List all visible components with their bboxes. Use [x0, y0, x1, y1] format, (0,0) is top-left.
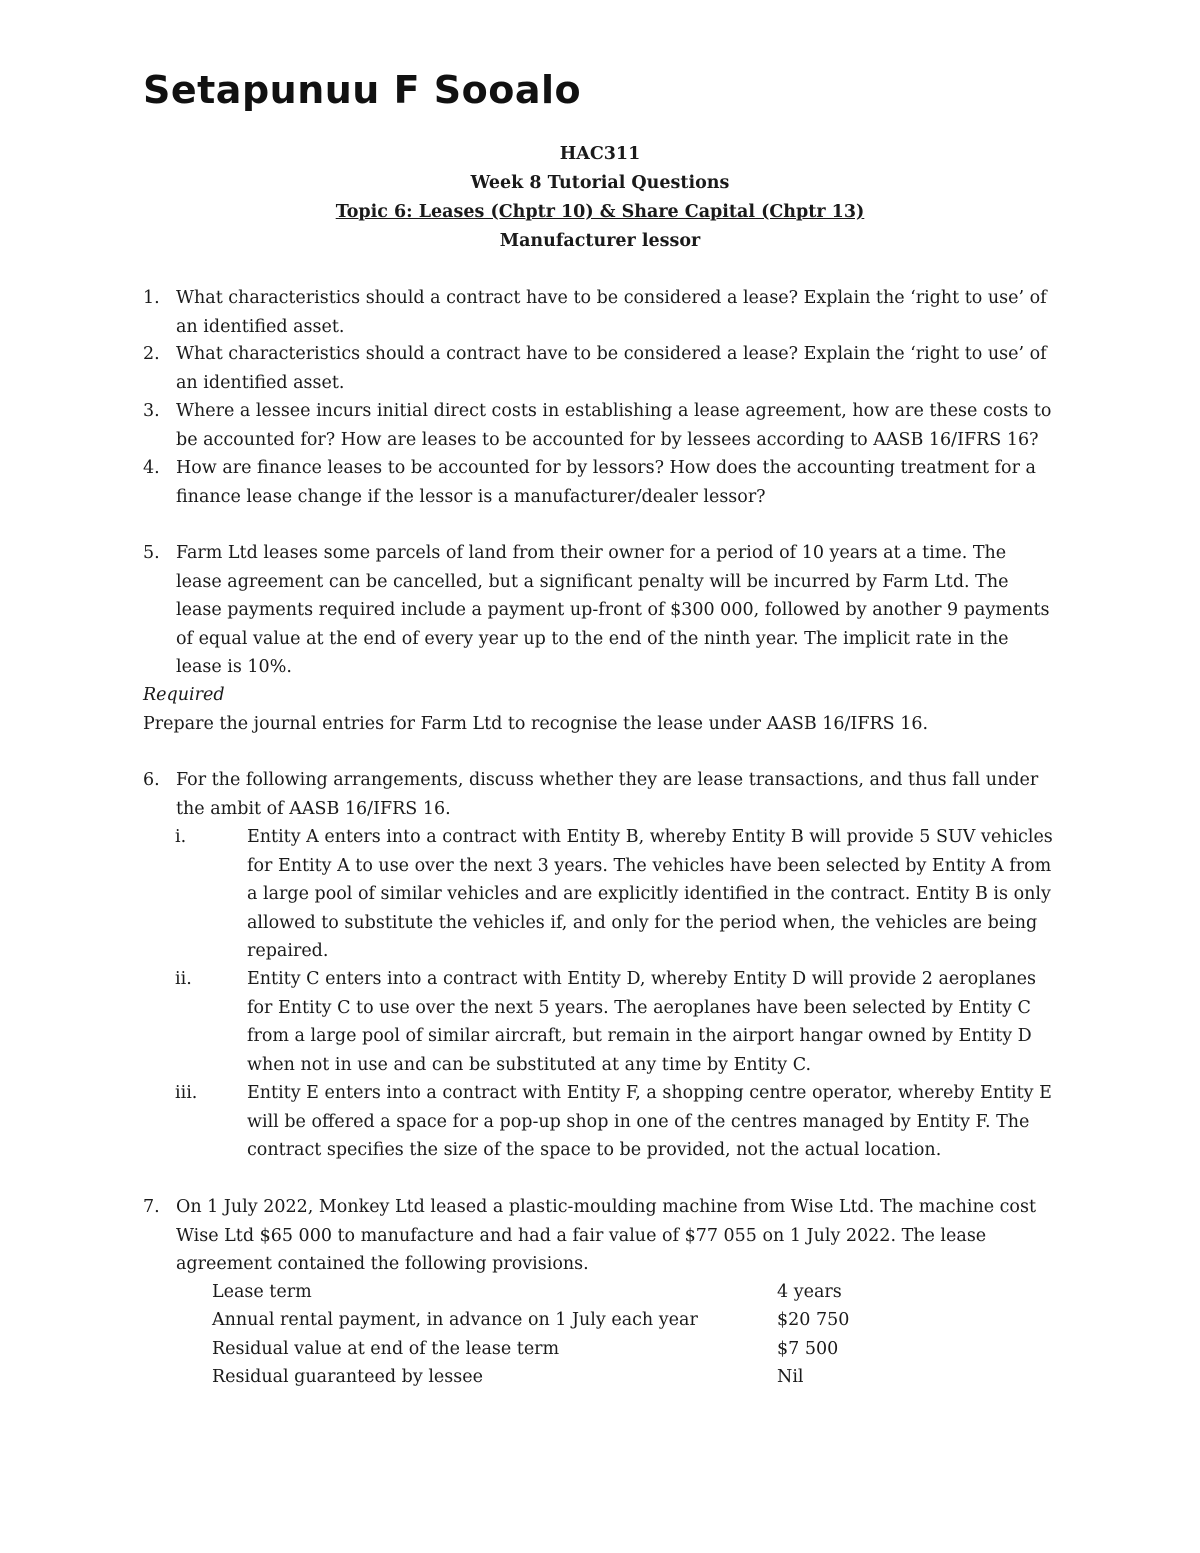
author-name: Setapunuu F Sooalo — [143, 68, 582, 112]
question-number: 4. — [143, 458, 160, 478]
item-number: i. — [175, 827, 187, 847]
required-label-text: Required — [143, 685, 225, 705]
q6-item-i — [175, 823, 1055, 966]
question-text: On 1 July 2022, Monkey Ltd leased a plastic-moulding machine from Wise Ltd. The machine cost Wise Ltd $65 000 to manufacture and had a fair value of $77 055 on 1 July 2022. The lease agreement contained the following provisions. — [176, 1197, 1036, 1274]
item-text: Entity E enters into a contract with Entity F, a shopping centre operator, whereby Entity E will be offered a space for a pop-up shop in one of the centres managed by Entity F. The contract specifies the size of the space to be provided, not the actual location. — [247, 1083, 1052, 1160]
question-number: 6. — [143, 770, 160, 790]
provision-label: Residual value at end of the lease term — [212, 1339, 560, 1359]
q6-item-ii — [175, 965, 1055, 1079]
item-number: ii. — [175, 969, 192, 989]
question-2 — [143, 340, 1053, 397]
question-number: 1. — [143, 288, 160, 308]
question-text: Farm Ltd leases some parcels of land from their owner for a period of 10 years at a time. The lease agreement can be cancelled, but a significant penalty will be incurred by Farm Ltd. The lease payments required include a payment up-front of $300 000, followed by another 9 payments of equal value at the end of every year up to the end of the ninth year. The implicit rate in the lease is 10%. — [176, 543, 1050, 677]
provision-label: Residual guaranteed by lessee — [212, 1367, 483, 1387]
question-1 — [143, 284, 1053, 341]
provision-label: Annual rental payment, in advance on 1 July each year — [212, 1310, 698, 1330]
question-3 — [143, 397, 1053, 454]
question-4 — [143, 454, 1053, 511]
provision-value: $20 750 — [777, 1310, 850, 1330]
required-label — [143, 681, 225, 710]
item-text: Entity C enters into a contract with Entity D, whereby Entity D will provide 2 aeroplanes for Entity C to use over the next 5 years. The aeroplanes have been selected by Entity C from a large pool of similar aircraft, but remain in the airport hangar owned by Entity D when not in use and can be substituted at any time by Entity C. — [247, 969, 1036, 1075]
question-text: How are finance leases to be accounted for by lessors? How does the accounting treatment for a finance lease change if the lessor is a manufacturer/dealer lessor? — [176, 458, 1036, 507]
course-code: HAC311 — [559, 144, 641, 164]
question-text: What characteristics should a contract have to be considered a lease? Explain the ‘right to use’ of an identified asset. — [176, 288, 1047, 337]
item-number: iii. — [175, 1083, 198, 1103]
required-text: Prepare the journal entries for Farm Ltd to recognise the lease under AASB 16/IFRS 16. — [143, 714, 929, 734]
provision-value: 4 years — [777, 1282, 842, 1302]
question-number: 2. — [143, 344, 160, 364]
provision-row — [212, 1278, 842, 1307]
item-text: Entity A enters into a contract with Entity B, whereby Entity B will provide 5 SUV vehicles for Entity A to use over the next 3 years. The vehicles have been selected by Entity A from a large pool of similar vehicles and are explicitly identified in the contract. Entity B is only allowed to substitute the vehicles if, and only for the period when, the vehicles are being repaired. — [247, 827, 1053, 961]
question-number: 7. — [143, 1197, 160, 1217]
provision-row — [212, 1306, 850, 1335]
provision-value: Nil — [777, 1367, 804, 1387]
question-text: What characteristics should a contract have to be considered a lease? Explain the ‘right to use’ of an identified asset. — [176, 344, 1047, 393]
question-text: For the following arrangements, discuss whether they are lease transactions, and thus fall under the ambit of AASB 16/IFRS 16. — [176, 770, 1039, 819]
question-text: Where a lessee incurs initial direct costs in establishing a lease agreement, how are these costs to be accounted for? How are leases to be accounted for by lessees according to AASB 16/IFRS 16? — [176, 401, 1052, 450]
provision-row — [212, 1335, 839, 1364]
q6-item-iii — [175, 1079, 1055, 1165]
document-header — [0, 140, 1200, 256]
question-5 — [143, 539, 1053, 682]
week-title: Week 8 Tutorial Questions — [470, 173, 730, 193]
question-7 — [143, 1193, 1053, 1279]
question-6 — [143, 766, 1053, 823]
question-number: 3. — [143, 401, 160, 421]
provision-label: Lease term — [212, 1282, 312, 1302]
subtitle: Manufacturer lessor — [499, 231, 701, 251]
provision-row — [212, 1363, 804, 1392]
topic-title: Topic 6: Leases (Chptr 10) & Share Capital (Chptr 13) — [335, 202, 865, 222]
question-number: 5. — [143, 543, 160, 563]
provision-value: $7 500 — [777, 1339, 839, 1359]
